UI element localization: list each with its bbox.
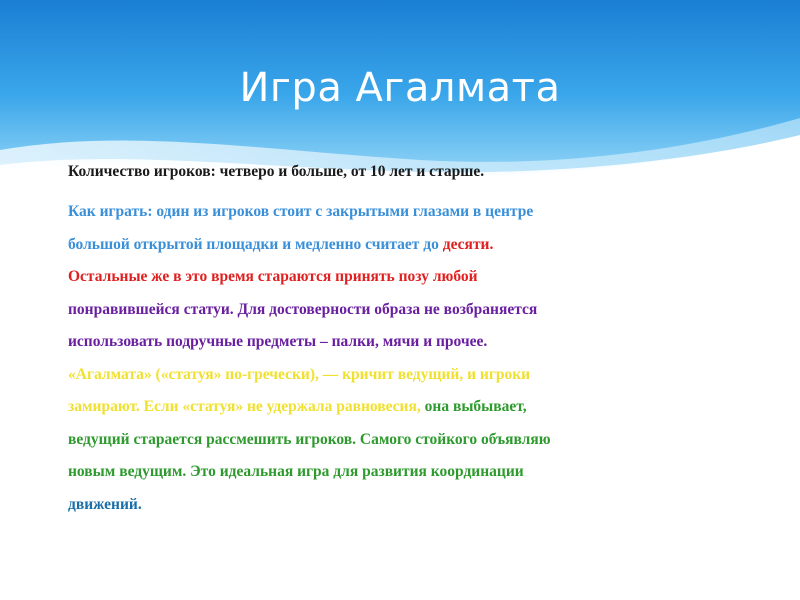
rules-line	[68, 456, 758, 489]
rules-line	[68, 294, 758, 327]
rules-line	[68, 489, 758, 522]
rules-text-segment: использовать подручные предметы – палки, мячи и прочее.	[68, 333, 488, 350]
rules-line	[68, 359, 758, 392]
rules-line	[68, 196, 758, 229]
rules-line	[68, 261, 758, 294]
rules-text-segment: новым ведущим. Это идеальная игра для развития координации	[68, 463, 524, 480]
rules-line	[68, 229, 758, 262]
players-count-text: Количество игроков: четверо и больше, от 10 лет и старше.	[68, 163, 485, 180]
rules-text-segment: понравившейся статуи. Для достоверности образа не возбраняется	[68, 300, 538, 318]
rules-line	[68, 326, 758, 359]
rules-text-segment: десяти.	[442, 235, 494, 253]
rules-text-segment: движений.	[68, 495, 142, 513]
rules-text-segment: «Агалмата» («статуя» по-гречески), — кричит ведущий, и игроки	[68, 365, 531, 383]
rules-text-segment: Как играть: один из игроков стоит с закрытыми глазами в центре	[68, 203, 534, 220]
slide-title: Игра Агалмата	[239, 65, 561, 111]
rules-text-segment: замирают. Если «статуя» не удержала равновесия,	[68, 398, 425, 415]
rules-text-segment: Остальные же в это время стараются принять позу любой	[68, 268, 478, 285]
rules-text-segment: она выбывает,	[424, 398, 527, 415]
rules-paragraph	[68, 196, 758, 521]
rules-line	[68, 391, 758, 424]
rules-text-segment: большой открытой площадки и медленно считает до	[68, 235, 443, 253]
slide-body	[68, 162, 758, 521]
rules-line	[68, 424, 758, 457]
rules-text-segment: ведущий старается рассмешить игроков. Самого стойкого объявляю	[68, 430, 551, 448]
